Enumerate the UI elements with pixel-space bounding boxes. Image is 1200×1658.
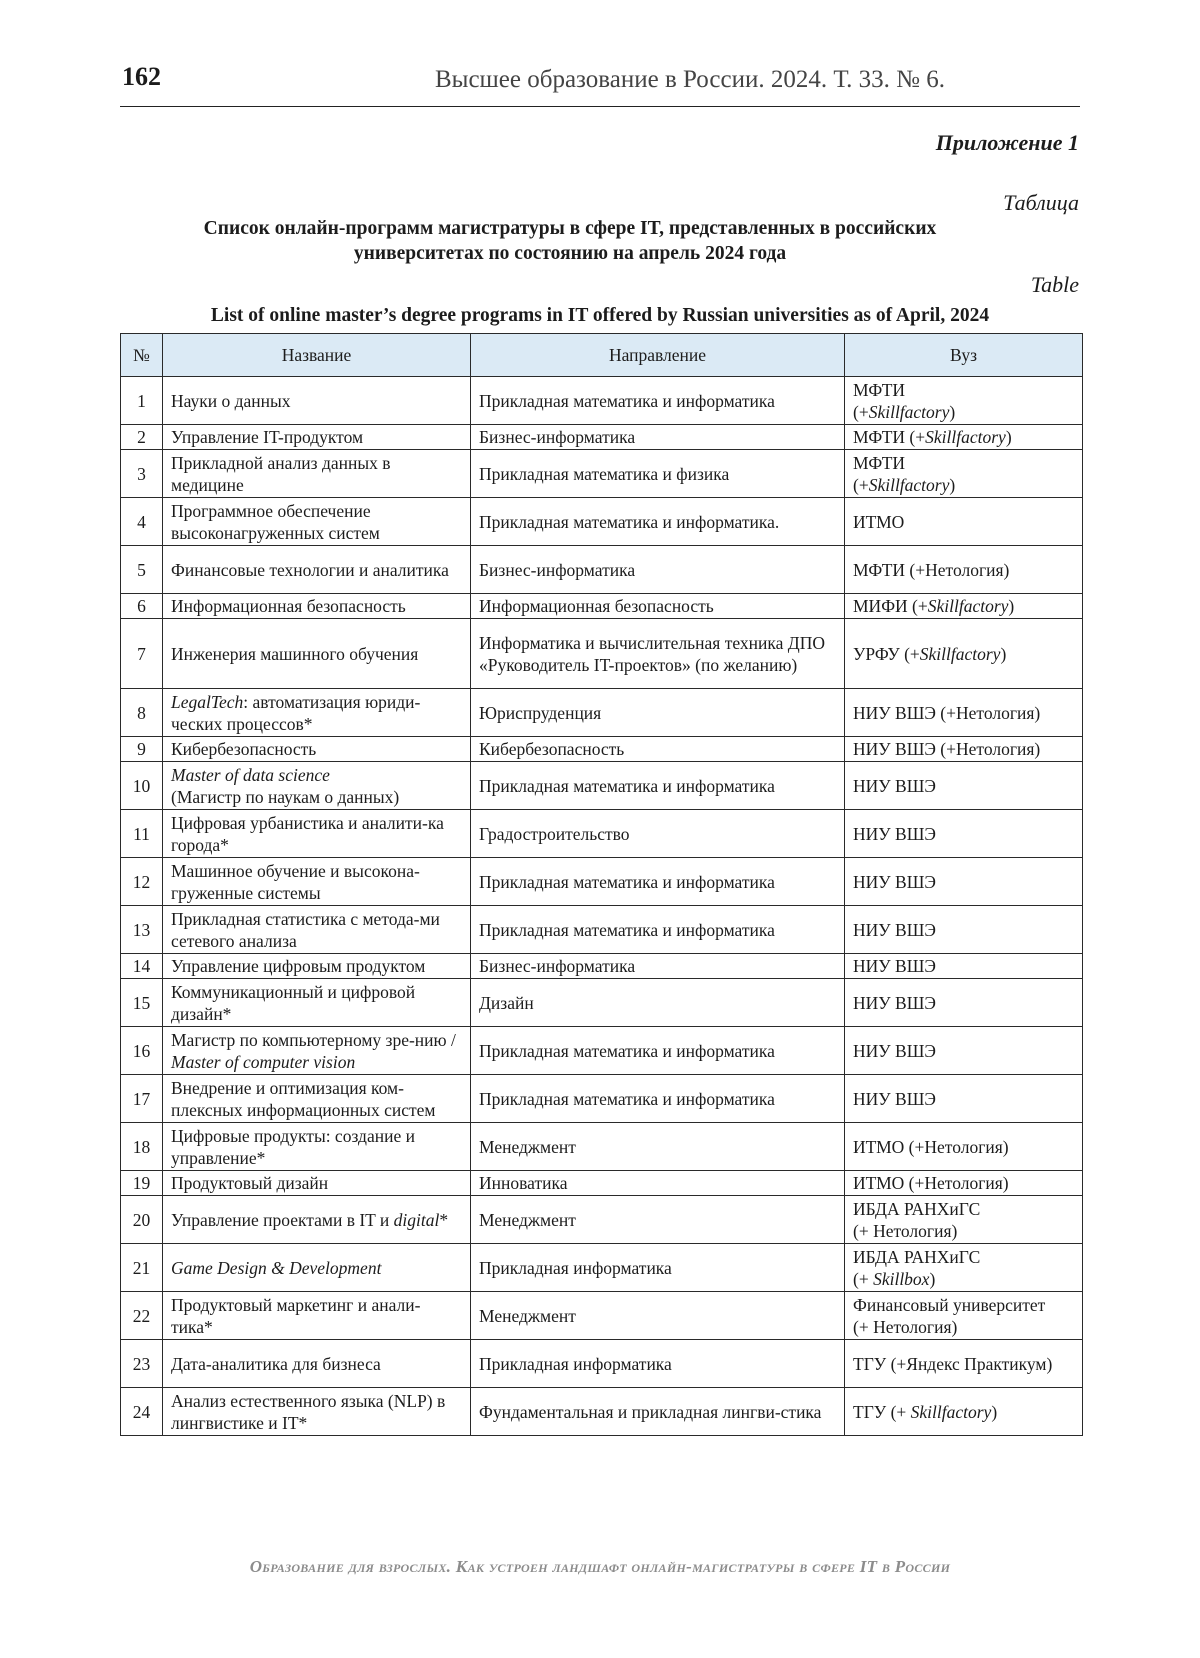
university xyxy=(845,737,1083,762)
cell-text: ИБДА РАНХиГС xyxy=(853,1246,981,1267)
cell-text: Информационная безопасность xyxy=(171,596,406,616)
cell-text: НИУ ВШЭ xyxy=(853,823,936,844)
program-direction: Прикладная математика и информатика xyxy=(471,906,845,954)
table-row xyxy=(121,377,1083,425)
cell-text: НИУ ВШЭ xyxy=(853,992,936,1013)
cell-text: (+ xyxy=(853,401,869,422)
appendix-label: Приложение 1 xyxy=(935,130,1079,155)
program-direction: Прикладная математика и информатика xyxy=(471,1027,845,1075)
program-name xyxy=(163,689,471,737)
program-name xyxy=(163,954,471,979)
table-row xyxy=(121,979,1083,1027)
cell-text: Прикладной анализ данных в медицине xyxy=(171,452,391,495)
cell-text: ) xyxy=(1008,596,1015,616)
row-number: 22 xyxy=(121,1292,163,1340)
cell-text: НИУ ВШЭ (+Нетология) xyxy=(853,739,1041,759)
cell-text: Skillfactory xyxy=(927,596,1009,616)
program-name xyxy=(163,762,471,810)
program-direction: Прикладная математика и информатика xyxy=(471,858,845,906)
program-name xyxy=(163,377,471,425)
program-name xyxy=(163,1196,471,1244)
university xyxy=(845,546,1083,594)
cell-text: * xyxy=(439,1209,449,1230)
program-name xyxy=(163,1340,471,1388)
table-row xyxy=(121,546,1083,594)
program-direction: Менеджмент xyxy=(471,1123,845,1171)
row-number: 3 xyxy=(121,450,163,498)
cell-text: Прикладная статистика с метода-ми сетевого анализа xyxy=(171,908,440,951)
university xyxy=(845,810,1083,858)
cell-text: Управление цифровым продуктом xyxy=(171,956,426,976)
program-direction: Фундаментальная и прикладная лингви-стика xyxy=(471,1388,845,1436)
cell-text: НИУ ВШЭ xyxy=(853,1040,936,1061)
row-number: 12 xyxy=(121,858,163,906)
table-row xyxy=(121,594,1083,619)
cell-text: ) xyxy=(1005,427,1012,447)
university xyxy=(845,1340,1083,1388)
program-name xyxy=(163,906,471,954)
cell-text: МФТИ xyxy=(853,452,906,473)
cell-text: ТГУ (+Яндекс Практикум) xyxy=(853,1353,1053,1374)
program-name xyxy=(163,1292,471,1340)
cell-text: (+ Нетология) xyxy=(853,1220,958,1241)
row-number: 21 xyxy=(121,1244,163,1292)
row-number: 23 xyxy=(121,1340,163,1388)
program-direction: Прикладная информатика xyxy=(471,1244,845,1292)
table-title-ru: Список онлайн-программ магистратуры в сфере IT, представленных в российских университетах по состоянию на апрель 2024 года xyxy=(203,218,937,264)
cell-text: ИТМО (+Нетология) xyxy=(853,1136,1009,1157)
row-number: 2 xyxy=(121,425,163,450)
program-name xyxy=(163,425,471,450)
cell-text: МИФИ (+ xyxy=(853,596,928,616)
row-number: 14 xyxy=(121,954,163,979)
row-number: 19 xyxy=(121,1171,163,1196)
university xyxy=(845,906,1083,954)
program-direction: Информатика и вычислительная техника ДПО «Руководитель IT-проектов» (по желанию) xyxy=(471,619,845,689)
university xyxy=(845,954,1083,979)
cell-text: (+ xyxy=(853,1268,874,1289)
program-name xyxy=(163,498,471,546)
cell-text: Машинное обучение и высокона-груженные системы xyxy=(171,860,420,903)
cell-text: Цифровые продукты: создание и управление* xyxy=(171,1125,415,1168)
cell-text: Skillfactory xyxy=(868,474,950,495)
program-direction: Менеджмент xyxy=(471,1196,845,1244)
row-number: 1 xyxy=(121,377,163,425)
row-number: 9 xyxy=(121,737,163,762)
university xyxy=(845,498,1083,546)
table-row xyxy=(121,906,1083,954)
program-direction: Прикладная математика и информатика xyxy=(471,1075,845,1123)
program-direction: Прикладная математика и информатика xyxy=(471,377,845,425)
cell-text: ИТМО xyxy=(853,511,905,532)
cell-text: МФТИ (+Нетология) xyxy=(853,559,1010,580)
cell-text: : автоматизация юриди-ческих процессов* xyxy=(171,691,421,734)
cell-text: Коммуникационный и цифровой дизайн* xyxy=(171,981,416,1024)
program-name xyxy=(163,1244,471,1292)
university xyxy=(845,979,1083,1027)
row-number: 6 xyxy=(121,594,163,619)
university xyxy=(845,1123,1083,1171)
cell-text: Финансовые технологии и аналитика xyxy=(171,559,449,580)
cell-text: Управление проектами в IT и xyxy=(171,1209,394,1230)
program-name xyxy=(163,1123,471,1171)
row-number: 10 xyxy=(121,762,163,810)
row-number: 16 xyxy=(121,1027,163,1075)
program-direction: Прикладная информатика xyxy=(471,1340,845,1388)
cell-text: ИБДА РАНХиГС xyxy=(853,1198,981,1219)
running-header: Высшее образование в России. 2024. Т. 33. № 6. xyxy=(434,66,945,93)
program-direction: Бизнес-информатика xyxy=(471,546,845,594)
university xyxy=(845,762,1083,810)
cell-text: (+ Нетология) xyxy=(853,1316,958,1337)
row-number: 17 xyxy=(121,1075,163,1123)
cell-text: Цифровая урбанистика и аналити-ка города* xyxy=(171,812,444,855)
table-row xyxy=(121,1244,1083,1292)
cell-text: Науки о данных xyxy=(171,390,291,411)
row-number: 13 xyxy=(121,906,163,954)
cell-text: (Магистр по наукам о данных) xyxy=(171,786,400,807)
col-direction: Направление xyxy=(471,334,845,377)
program-direction: Кибербезопасность xyxy=(471,737,845,762)
table-row xyxy=(121,737,1083,762)
cell-text: Skillbox xyxy=(873,1268,930,1289)
cell-text: Skillfactory xyxy=(919,643,1001,664)
cell-text: Инженерия машинного обучения xyxy=(171,643,419,664)
cell-text: ) xyxy=(1000,643,1007,664)
row-number: 5 xyxy=(121,546,163,594)
table-title-en: List of online master’s degree programs in IT offered by Russian universities as of April, 2024 xyxy=(210,305,990,326)
header-rule xyxy=(120,106,1080,107)
row-number: 18 xyxy=(121,1123,163,1171)
row-number: 24 xyxy=(121,1388,163,1436)
university xyxy=(845,450,1083,498)
table-row xyxy=(121,498,1083,546)
col-number: № xyxy=(121,334,163,377)
table-row xyxy=(121,1027,1083,1075)
cell-text: Анализ естественного языка (NLP) в лингвистике и IT* xyxy=(171,1390,446,1433)
university xyxy=(845,1075,1083,1123)
table-row xyxy=(121,1292,1083,1340)
cell-text: Дата-аналитика для бизнеса xyxy=(171,1353,381,1374)
university xyxy=(845,858,1083,906)
table-row xyxy=(121,1123,1083,1171)
row-number: 11 xyxy=(121,810,163,858)
program-direction: Прикладная математика и информатика. xyxy=(471,498,845,546)
cell-text: Game Design & Development xyxy=(171,1257,382,1278)
university xyxy=(845,619,1083,689)
program-direction: Бизнес-информатика xyxy=(471,954,845,979)
cell-text: Управление IT-продуктом xyxy=(171,427,364,447)
cell-text: НИУ ВШЭ xyxy=(853,1088,936,1109)
program-direction: Инноватика xyxy=(471,1171,845,1196)
table-row xyxy=(121,425,1083,450)
cell-text: Программное обеспечение высоконагруженных систем xyxy=(171,500,380,543)
table-row xyxy=(121,762,1083,810)
university xyxy=(845,377,1083,425)
program-direction: Информационная безопасность xyxy=(471,594,845,619)
program-name xyxy=(163,1027,471,1075)
row-number: 8 xyxy=(121,689,163,737)
row-number: 15 xyxy=(121,979,163,1027)
cell-text: НИУ ВШЭ xyxy=(853,956,936,976)
cell-text: Skillfactory xyxy=(910,1401,992,1422)
program-name xyxy=(163,858,471,906)
table-header-row xyxy=(121,334,1083,377)
program-name xyxy=(163,1388,471,1436)
program-direction: Бизнес-информатика xyxy=(471,425,845,450)
cell-text: Магистр по компьютерному зре-нию / xyxy=(171,1029,456,1050)
table-row xyxy=(121,810,1083,858)
cell-text: НИУ ВШЭ xyxy=(853,871,936,892)
program-name xyxy=(163,737,471,762)
table-row xyxy=(121,619,1083,689)
cell-text: ИТМО (+Нетология) xyxy=(853,1173,1009,1193)
program-name xyxy=(163,1171,471,1196)
table-row xyxy=(121,858,1083,906)
running-footer: Образование для взрослых. Как устроен ландшафт онлайн-магистратуры в сфере IT в России xyxy=(249,1557,951,1576)
table-row xyxy=(121,689,1083,737)
col-university: Вуз xyxy=(845,334,1083,377)
table-row xyxy=(121,1340,1083,1388)
program-direction: Менеджмент xyxy=(471,1292,845,1340)
university xyxy=(845,594,1083,619)
university xyxy=(845,689,1083,737)
cell-text: digital xyxy=(393,1209,440,1230)
cell-text: ) xyxy=(991,1401,998,1422)
cell-text: Master of data science xyxy=(171,764,330,785)
page-number: 162 xyxy=(122,62,161,91)
university xyxy=(845,1388,1083,1436)
program-name xyxy=(163,1075,471,1123)
cell-text: НИУ ВШЭ (+Нетология) xyxy=(853,702,1041,723)
university xyxy=(845,1196,1083,1244)
university xyxy=(845,425,1083,450)
university xyxy=(845,1027,1083,1075)
university xyxy=(845,1292,1083,1340)
table-row xyxy=(121,1196,1083,1244)
table-label-en: Table xyxy=(1030,272,1079,297)
cell-text: Внедрение и оптимизация ком-плексных информационных систем xyxy=(171,1077,436,1120)
cell-text: НИУ ВШЭ xyxy=(853,919,936,940)
cell-text: ) xyxy=(949,401,956,422)
row-number: 4 xyxy=(121,498,163,546)
program-name xyxy=(163,619,471,689)
cell-text: НИУ ВШЭ xyxy=(853,775,936,796)
university xyxy=(845,1244,1083,1292)
program-direction: Дизайн xyxy=(471,979,845,1027)
cell-text: Кибербезопасность xyxy=(171,739,317,759)
program-name xyxy=(163,450,471,498)
cell-text: Финансовый университет xyxy=(853,1294,1046,1315)
cell-text: (+ xyxy=(853,474,869,495)
cell-text: ТГУ (+ xyxy=(853,1401,911,1422)
university xyxy=(845,1171,1083,1196)
cell-text: УРФУ (+ xyxy=(853,643,920,664)
cell-text: Продуктовый маркетинг и анали-тика* xyxy=(171,1294,421,1337)
cell-text: ) xyxy=(949,474,956,495)
program-direction: Юриспруденция xyxy=(471,689,845,737)
table-row xyxy=(121,450,1083,498)
col-name: Название xyxy=(163,334,471,377)
table-label-ru: Таблица xyxy=(1003,190,1079,215)
program-name xyxy=(163,979,471,1027)
program-name xyxy=(163,594,471,619)
cell-text: ) xyxy=(929,1268,936,1289)
cell-text: Master of computer vision xyxy=(171,1051,356,1072)
row-number: 7 xyxy=(121,619,163,689)
table-row xyxy=(121,954,1083,979)
program-direction: Прикладная математика и физика xyxy=(471,450,845,498)
programs-table xyxy=(120,333,1083,1436)
program-name xyxy=(163,810,471,858)
program-direction: Градостроительство xyxy=(471,810,845,858)
program-direction: Прикладная математика и информатика xyxy=(471,762,845,810)
cell-text: LegalTech xyxy=(171,691,244,712)
cell-text: МФТИ xyxy=(853,379,906,400)
cell-text: Продуктовый дизайн xyxy=(171,1173,329,1193)
row-number: 20 xyxy=(121,1196,163,1244)
table-row xyxy=(121,1075,1083,1123)
table-row xyxy=(121,1171,1083,1196)
program-name xyxy=(163,546,471,594)
cell-text: МФТИ (+ xyxy=(853,427,926,447)
cell-text: Skillfactory xyxy=(868,401,950,422)
cell-text: Skillfactory xyxy=(925,427,1006,447)
table-row xyxy=(121,1388,1083,1436)
